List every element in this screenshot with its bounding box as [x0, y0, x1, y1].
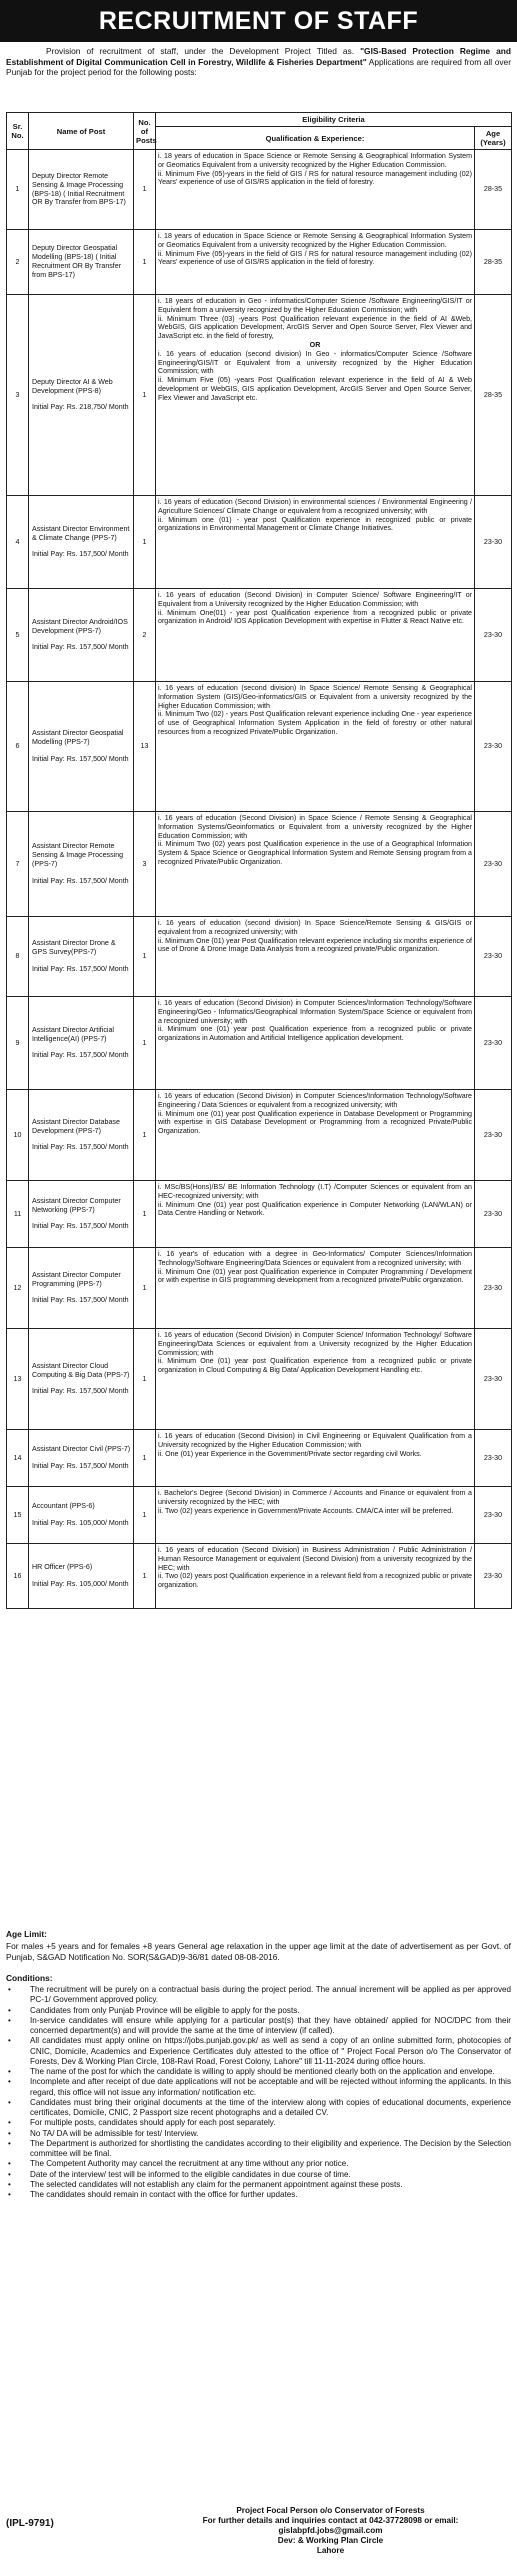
conditions-heading: Conditions: — [6, 1973, 53, 1983]
bullet-icon: • — [8, 1985, 11, 1994]
initial-pay: Initial Pay: Rs. 157,500/ Month — [32, 550, 129, 559]
sr-cell: 2 — [7, 230, 29, 295]
condition-item — [6, 2077, 511, 2098]
initial-pay: Initial Pay: Rs. 157,500/ Month — [32, 1462, 129, 1470]
qualification-item: i. 16 years of education (second division) In Space Science/ Remote Sensing & Geographical Information System (GIS)/Geo-informatics/GIS or Equivalent from a university recognized by the Higher Education Commission; with — [158, 684, 472, 710]
age-cell: 23-30 — [475, 496, 512, 589]
condition-text: The name of the post for which the candidate is willing to apply should be mentioned clearly both on the application and envelope. — [30, 2067, 495, 2076]
condition-item — [6, 2139, 511, 2160]
age-cell: 23-30 — [475, 682, 512, 812]
post-cell — [29, 150, 134, 230]
posts-count-cell: 1 — [134, 1248, 156, 1329]
post-cell — [29, 682, 134, 812]
post-name: Deputy Director AI & Web Development (PPS-8) — [32, 377, 113, 395]
header-age: Age (Years) — [475, 127, 512, 150]
conditions-list — [6, 1985, 511, 2200]
age-cell: 23-30 — [475, 1544, 512, 1609]
age-cell: 28-35 — [475, 150, 512, 230]
sr-cell: 13 — [7, 1329, 29, 1430]
table-row — [7, 1181, 512, 1248]
header-qual: Qualification & Experience: — [156, 127, 475, 150]
post-cell — [29, 1329, 134, 1430]
condition-item — [6, 2190, 511, 2200]
age-cell: 23-30 — [475, 917, 512, 997]
table-row — [7, 682, 512, 812]
condition-item — [6, 1985, 511, 2006]
bullet-icon: • — [8, 2159, 11, 2169]
ipl-code: (IPL-9791) — [6, 2518, 54, 2529]
posts-count-cell: 1 — [134, 150, 156, 230]
condition-item — [6, 2006, 511, 2016]
bullet-icon: • — [8, 2169, 11, 2179]
intro-paragraph — [6, 46, 511, 78]
posts-count-cell: 13 — [134, 682, 156, 812]
qualification-item: ii. Minimum one (01) year post Qualification experience in Database Development or Programming with expertise in GIS Database Development or Programming from a recognized Private/Public Organization. — [158, 1109, 472, 1136]
or-separator: OR — [309, 340, 321, 349]
qualification-item: i. 18 years of education in Geo - informatics/Computer Science /Software Engineering/GIS/IT or Equivalent from a university recognized by the Higher Education Commission; with — [158, 297, 472, 314]
qualification-item: ii. Minimum Two (02) years post Qualification experience in the use of a Geographical Information System & Space Science or Geographical Information System and Remote Sensing program from a recognized Private/Public Organization. — [158, 840, 472, 866]
qualification-item: ii. Minimum One (01) year post Qualification experience in Computer Programming / Development or with expertise in GIS programming development from a recognized private/Public organization. — [158, 1267, 472, 1285]
post-name: Deputy Director Remote Sensing & Image Processing (BPS-18) ( Initial Recruitment OR By Transfer from BPS-17) — [32, 171, 126, 207]
post-name: Assistant Director Android/IOS Development (PPS-7) — [32, 617, 128, 635]
initial-pay: Initial Pay: Rs. 105,000/ Month — [32, 1580, 129, 1588]
condition-text: Candidates must bring their original documents at the time of the interview along with copies of educational documents, experience certificates, Domicile, CNIC, 2 Passport size recent photographs and a detailed CV. — [30, 2097, 511, 2117]
post-name: Assistant Director Database Development (PPS-7) — [32, 1117, 120, 1135]
initial-pay: Initial Pay: Rs. 157,500/ Month — [32, 1143, 129, 1152]
qualification-item: i. MSc/BS(Hons)/BS/ BE Information Technology (I.T) /Computer Sciences or equivalent from an HEC-recognized university; with — [158, 1183, 472, 1200]
posts-count-cell: 3 — [134, 812, 156, 917]
qualification-item: ii. Minimum Five (05) -years Post Qualification relevant experience in the field of AI & Web development or WebGIS, GIS application Development, ArcGIS Server and Open Source Server, Flex Viewer and JavaScript etc. — [158, 376, 472, 402]
contact-label: For further details and inquiries contact at — [202, 2516, 370, 2525]
post-name: Assistant Director Geospatial Modelling (PPS-7) — [32, 729, 124, 747]
qualification-item: i. 16 years of education (Second Division) in Space Science / Remote Sensing & Geographical Information Systems/Geoinformatics or Equivalent from a university recognized by the Higher Education Commission; with — [158, 814, 472, 840]
posts-count-cell: 1 — [134, 1329, 156, 1430]
qualification-item: ii. Minimum Five (05)-years in the field of GIS / RS for natural resource management including (02) Years' experience of use of GIS/RS application in the field of forestry. — [158, 249, 472, 267]
initial-pay: Initial Pay: Rs. 157,500/ Month — [32, 1222, 129, 1231]
qualification-item: i. 16 years of education (Second Division) in Computer Sciences/Information Technology/Software Engineering/Geo - Informatics/Geographical Information System/Space Science or equivalent from a recognized university; with — [158, 999, 472, 1025]
post-name: Assistant Director Remote Sensing & Image Processing (PPS-7) — [32, 842, 124, 868]
bullet-icon: • — [8, 2128, 11, 2138]
contact-phone[interactable]: 042-37728098 — [369, 2516, 422, 2525]
header-posts: No. of Posts — [134, 113, 156, 150]
condition-text: Candidates from only Punjab Province will be eligible to apply for the posts. — [30, 2005, 300, 2015]
bullet-icon: • — [8, 2036, 11, 2046]
sr-cell: 12 — [7, 1248, 29, 1329]
qualification-cell — [156, 150, 475, 230]
condition-text: The Competent Authority may cancel the recruitment at any time without any prior notice. — [30, 2159, 349, 2169]
age-cell: 23-30 — [475, 589, 512, 682]
table-row — [7, 1090, 512, 1181]
contact-line-3: Dev: & Working Plan Circle — [277, 2536, 384, 2545]
table-row — [7, 1487, 512, 1544]
table-row — [7, 997, 512, 1090]
age-limit-text: For males +5 years and for females +8 years General age relaxation in the upper age limit at the date of advertisement as per Govt. of Punjab, S&GAD Notification No. SOR(S&GAD)9-36/81 dated 08-08-2016. — [6, 1941, 511, 1962]
post-cell — [29, 295, 134, 496]
post-cell — [29, 230, 134, 295]
posts-count-cell: 1 — [134, 917, 156, 997]
contact-line-1: Project Focal Person o/o Conservator of Forests — [236, 2506, 425, 2515]
header-eligibility: Eligibility Criteria — [156, 113, 512, 127]
post-name: Assistant Director Artificial Intelligence(AI) (PPS-7) — [32, 1025, 114, 1043]
post-cell — [29, 812, 134, 917]
condition-text: Date of the interview/ test will be informed to the eligible candidates in due course of time. — [30, 2169, 351, 2179]
condition-item — [6, 2036, 511, 2067]
age-cell: 23-30 — [475, 1329, 512, 1430]
qualification-item: ii. Minimum One (01) year post Qualification experience from a recognized public or private organization in Cloud Computing & Big Data/ Application Development Handling etc. — [158, 1357, 472, 1375]
sr-cell: 8 — [7, 917, 29, 997]
age-cell: 23-30 — [475, 812, 512, 917]
sr-cell: 4 — [7, 496, 29, 589]
qualification-cell — [156, 917, 475, 997]
condition-text: All candidates must apply online on https://jobs.punjab.gov.pk/ as well as send a copy of an online submitted form, photocopies of CNIC, Domicile, Academics and Experience Certificates duly attested to the office of " Project Focal Person o/o The Conservator of Forests, Dev & Working Plan Circle, 108-Ravi Road, Forest Colony, Lahore" till 11-11-2024 during office hours. — [30, 2036, 511, 2066]
condition-text: The Department is authorized for shortlisting the candidates according to their eligibility and experience. The Decision by the Selection committee will be final. — [30, 2138, 511, 2158]
condition-item — [6, 2129, 511, 2139]
table-row — [7, 1329, 512, 1430]
post-cell — [29, 1430, 134, 1487]
qualification-item: i. 16 years of education (Second Division) in Civil Engineering or Equivalent Qualification from a University recognized by the Higher Education Commission; with — [158, 1432, 472, 1449]
post-name: Assistant Director Computer Programming (PPS-7) — [32, 1270, 121, 1288]
initial-pay: Initial Pay: Rs. 157,500/ Month — [32, 876, 129, 885]
posts-count-cell: 1 — [134, 1544, 156, 1609]
post-cell — [29, 1181, 134, 1248]
bullet-icon: • — [8, 2097, 11, 2107]
post-cell — [29, 496, 134, 589]
sr-cell: 7 — [7, 812, 29, 917]
post-cell — [29, 589, 134, 682]
qualification-cell — [156, 230, 475, 295]
initial-pay: Initial Pay: Rs. 157,500/ Month — [32, 1296, 129, 1305]
post-name: Deputy Director Geospatial Modelling (BPS-18) ( Initial Recruitment OR By Transfer from BPS-17) — [32, 244, 122, 279]
qualification-cell — [156, 1544, 475, 1609]
post-cell — [29, 917, 134, 997]
condition-text: The candidates should remain in contact with the office for further updates. — [30, 2190, 298, 2199]
table-row — [7, 295, 512, 496]
qualification-item: ii. Two (02) years experience in Government/Private Accounts. CMA/CA inter will be preferred. — [158, 1506, 454, 1515]
posts-count-cell: 1 — [134, 295, 156, 496]
qualification-cell — [156, 1430, 475, 1487]
post-name: Assistant Director Environment & Climate Change (PPS-7) — [32, 524, 130, 542]
posts-count-cell: 1 — [134, 997, 156, 1090]
qualification-item: ii. One (01) year Experience in the Government/Private sector regarding civil Works. — [158, 1449, 422, 1458]
sr-cell: 9 — [7, 997, 29, 1090]
qualification-item: i. 16 years of education (second division) In Space Science/Remote Sensing & GIS/GIS or equivalent from a recognized university; with — [158, 919, 472, 936]
age-limit-heading: Age Limit: — [6, 1929, 47, 1939]
post-name: Assistant Director Computer Networking (PPS-7) — [32, 1196, 121, 1214]
initial-pay: Initial Pay: Rs. 157,500/ Month — [32, 1387, 129, 1396]
condition-item — [6, 2159, 511, 2169]
qualification-item: i. 16 years of education (Second Division) in Business Administration / Public Administration / Human Resource Management or equivalent (Second Division) from a university recognized by the HEC; with — [158, 1546, 472, 1572]
intro-post: Applications are required from all over Punjab for the project period for the following posts: — [6, 56, 511, 78]
age-cell: 23-30 — [475, 1430, 512, 1487]
sr-cell: 16 — [7, 1544, 29, 1609]
bullet-icon: • — [8, 2190, 11, 2199]
condition-item — [6, 2180, 511, 2190]
sr-cell: 3 — [7, 295, 29, 496]
qualification-item: i. 16 year's of education with a degree in Geo-Informatics/ Computer Sciences/Information Technology/Software Engineering/Data Sciences or equivalent from a recognized university; with — [158, 1250, 472, 1267]
initial-pay: Initial Pay: Rs. 105,000/ Month — [32, 1519, 129, 1527]
qualification-item: ii. Minimum Three (03) -years Post Qualification relevant experience in the field of AI &Web, WebGIS, GIS application Development, ArcGIS Server and Open Source Server, Flex Viewer and JavaScript etc. in the field of forestry, — [158, 314, 472, 341]
contact-email[interactable]: gislabpfd.jobs@gmail.com — [278, 2526, 383, 2535]
contact-line-4: Lahore — [316, 2546, 345, 2555]
bullet-icon: • — [8, 2077, 11, 2087]
bullet-icon: • — [8, 2067, 11, 2076]
post-name: HR Officer (PPS-6) — [32, 1563, 93, 1572]
header-post: Name of Post — [29, 113, 134, 150]
bullet-icon: • — [8, 2179, 11, 2189]
qualification-cell — [156, 589, 475, 682]
qualification-cell — [156, 496, 475, 589]
qualification-item: i. Bachelor's Degree (Second Division) in Commerce / Accounts and Finance or equivalent from a university recognized by the HEC; with — [158, 1489, 472, 1506]
qualification-cell — [156, 1248, 475, 1329]
age-cell: 28-35 — [475, 230, 512, 295]
qualification-item: ii. Minimum Two (02) - years Post Qualification relevant experience including One - year experience of use of Geographical Information System Application in the field of forestry or other natural resources from a recognized Private/Public Organization. — [158, 710, 472, 736]
condition-text: In-service candidates will ensure while applying for a particular post(s) that they have obtained/ applied for NOC/DPC from their concerned department(s) and will provide the same at the time of interview (if called). — [30, 2015, 511, 2035]
qualification-item: ii. Two (02) years post Qualification experience in a relevant field from a recognized public or private organization. — [158, 1572, 472, 1590]
initial-pay: Initial Pay: Rs. 157,500/ Month — [32, 643, 129, 652]
condition-text: Incomplete and after receipt of due date applications will not be acceptable and will be rejected without informing the applicants. In this regard, this office will not issue any information/ notification etc. — [30, 2077, 511, 2097]
posts-table — [6, 112, 512, 1609]
condition-text: The recruitment will be purely on a contractual basis during the project period. The annual increment will be applied as per approved PC-1/ Government approved policy. — [30, 1985, 511, 2005]
bullet-icon: • — [8, 2005, 11, 2015]
table-row — [7, 1248, 512, 1329]
age-cell: 28-35 — [475, 295, 512, 496]
table-row — [7, 812, 512, 917]
age-cell: 23-30 — [475, 997, 512, 1090]
qualification-item: i. 16 years of education (Second Division) in Computer Science/ Information Technology/ Software Engineering/Data Sciences or equivalent from a University recognized by the Higher Education Commission; with — [158, 1331, 472, 1357]
initial-pay: Initial Pay: Rs. 157,500/ Month — [32, 754, 129, 763]
bullet-icon: • — [8, 2118, 11, 2128]
page-title: RECRUITMENT OF STAFF — [0, 0, 517, 42]
post-cell — [29, 997, 134, 1090]
qualification-item: ii. Minimum Five (05)-years in the field of GIS / RS for natural resource management including (02) Years' experience of use of GIS/RS application in the field of forestry. — [158, 169, 472, 187]
post-name: Assistant Director Drone & GPS Survey(PPS-7) — [32, 939, 116, 957]
contact-sep: or email: — [421, 2516, 459, 2525]
project-title: "GIS-Based Protection Regime and Establishment of Digital Communication Cell in Forestry, Wildlife & Fisheries Department" — [6, 46, 511, 67]
table-row — [7, 917, 512, 997]
condition-item — [6, 2067, 511, 2077]
condition-item — [6, 2170, 511, 2180]
table-row — [7, 230, 512, 295]
contact-line-2 — [150, 2516, 511, 2536]
age-cell: 23-30 — [475, 1181, 512, 1248]
condition-text: No TA/ DA will be admissible for test/ Interview. — [30, 2128, 199, 2138]
initial-pay: Initial Pay: Rs. 157,500/ Month — [32, 964, 129, 973]
qualification-item: i. 16 years of education (Second Division) in Computer Science/ Software Engineering/IT or Equivalent from a University recognized by the Higher Education Commission; with — [158, 591, 472, 608]
sr-cell: 15 — [7, 1487, 29, 1544]
condition-text: For multiple posts, candidates should apply for each post separately. — [30, 2118, 276, 2128]
qualification-item: ii. Minimum One (01) year post Qualification experience in Computer Networking (LAN/WLAN) or Data Centre Handling or Network. — [158, 1200, 472, 1218]
condition-text: The selected candidates will not establish any claim for the permanent appointment against these posts. — [30, 2179, 403, 2189]
initial-pay: Initial Pay: Rs. 218,750/ Month — [32, 403, 129, 412]
qualification-item: ii. Minimum One(01) - year post Qualification experience from a recognized public or private organization in Android/ IOS Application Development with expertise in Flutter & React Native etc. — [158, 608, 472, 626]
sr-cell: 10 — [7, 1090, 29, 1181]
condition-item — [6, 2098, 511, 2119]
table-row — [7, 589, 512, 682]
age-cell: 23-30 — [475, 1487, 512, 1544]
qualification-item: i. 16 years of education (Second Division) in Computer Sciences/Information Technology/Software Engineering / Data Sciences or equivalent from a recognized university; with — [158, 1092, 472, 1109]
sr-cell: 14 — [7, 1430, 29, 1487]
table-row — [7, 1544, 512, 1609]
qualification-cell — [156, 1487, 475, 1544]
table-row — [7, 150, 512, 230]
post-cell — [29, 1487, 134, 1544]
posts-count-cell: 1 — [134, 230, 156, 295]
sr-cell: 1 — [7, 150, 29, 230]
qualification-cell — [156, 1181, 475, 1248]
condition-item — [6, 2118, 511, 2128]
posts-count-cell: 1 — [134, 1430, 156, 1487]
header-sr: Sr. No. — [7, 113, 29, 150]
qualification-item: ii. Minimum one (01) year post Qualification experience from a recognized public or private organizations in Automation and Artificial Intelligence application development. — [158, 1025, 472, 1043]
intro-pre: Provision of recruitment of staff, under the Development Project Titled as. — [46, 46, 361, 56]
qualification-cell — [156, 1329, 475, 1430]
table-row — [7, 1430, 512, 1487]
qualification-item: i. 16 years of education (Second Division) in environmental sciences / Environmental Engineering / Agriculture Sciences/ Climate Change or equivalent from a recognized university; with — [158, 498, 472, 515]
posts-count-cell: 1 — [134, 1487, 156, 1544]
condition-item — [6, 2016, 511, 2037]
qualification-item: i. 18 years of education in Space Science or Remote Sensing & Geographical Information System or Geomatics Equivalent from a university recognized by the Higher Education Commission. — [158, 152, 472, 169]
age-cell: 23-30 — [475, 1248, 512, 1329]
qualification-cell — [156, 812, 475, 917]
table-row — [7, 496, 512, 589]
qualification-cell — [156, 295, 475, 496]
qualification-item: i. 18 years of education in Space Science or Remote Sensing & Geographical Information System or Geomatics Equivalent from a university recognized by the Higher Education Commission. — [158, 232, 472, 249]
post-name: Accountant (PPS-6) — [32, 1502, 95, 1511]
post-cell — [29, 1544, 134, 1609]
initial-pay: Initial Pay: Rs. 157,500/ Month — [32, 1051, 129, 1060]
sr-cell: 11 — [7, 1181, 29, 1248]
age-cell: 23-30 — [475, 1090, 512, 1181]
posts-count-cell: 1 — [134, 496, 156, 589]
post-cell — [29, 1090, 134, 1181]
posts-count-cell: 1 — [134, 1181, 156, 1248]
qualification-item: ii. Minimum One (01) year Post Qualification relevant experience including six months experience of use of Drone & Drone Image Data Analysis from a recognized private/Public organization. — [158, 936, 472, 954]
sr-cell: 5 — [7, 589, 29, 682]
qualification-cell — [156, 682, 475, 812]
posts-count-cell: 2 — [134, 589, 156, 682]
post-cell — [29, 1248, 134, 1329]
qualification-cell — [156, 997, 475, 1090]
qualification-cell — [156, 1090, 475, 1181]
bullet-icon: • — [8, 2138, 11, 2148]
contact-block — [150, 2506, 511, 2556]
posts-count-cell: 1 — [134, 1090, 156, 1181]
bullet-icon: • — [8, 2015, 11, 2025]
sr-cell: 6 — [7, 682, 29, 812]
qualification-item: ii. Minimum one (01) - year post Qualification experience in recognized public or private organizations in Environmental Management or Climate Change Initiatives. — [158, 515, 472, 533]
post-name: Assistant Director Cloud Computing & Big Data (PPS-7) — [32, 1361, 130, 1379]
post-name: Assistant Director Civil (PPS-7) — [32, 1445, 131, 1454]
qualification-item: i. 16 years of education (second division) In Geo - informatics/Computer Science /Software Engineering/GIS/IT or Equivalent from a university recognized by the Higher Education Commission; with — [158, 349, 472, 376]
